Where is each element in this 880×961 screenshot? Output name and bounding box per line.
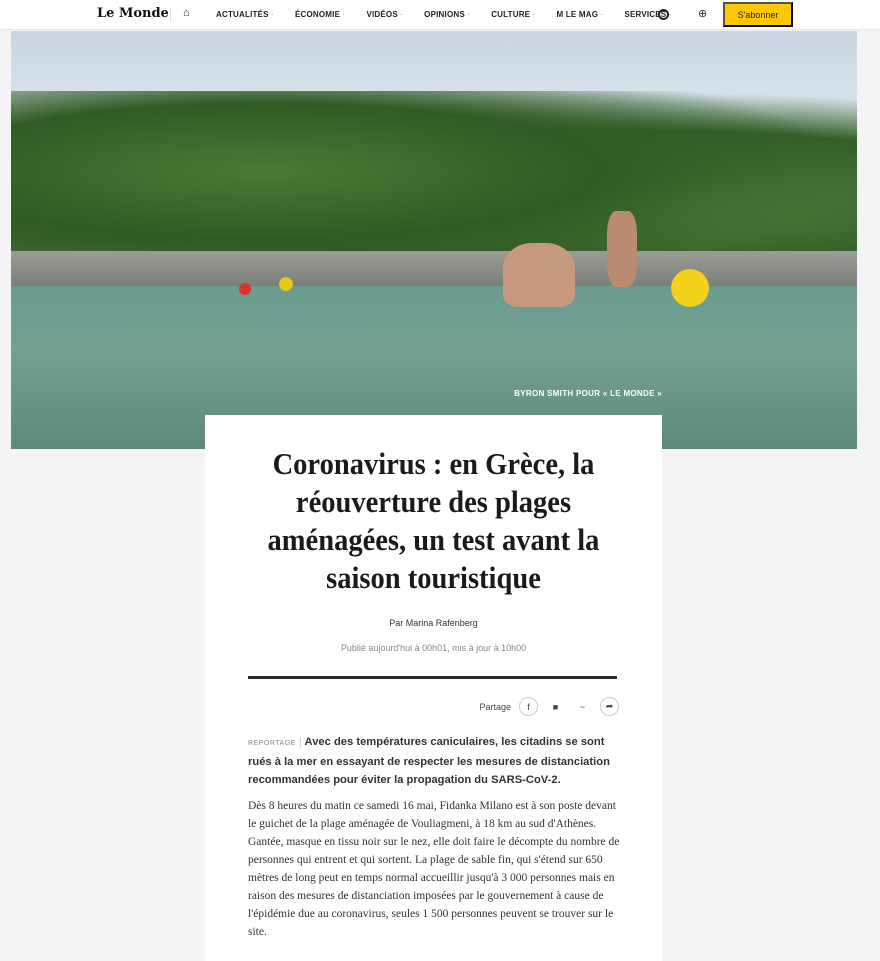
kicker: REPORTAGE	[248, 740, 296, 747]
share-label: Partage	[479, 701, 511, 712]
divider	[248, 676, 617, 679]
photo-pier	[11, 251, 857, 287]
home-icon[interactable]: ⌂	[183, 7, 190, 19]
divider	[170, 8, 171, 22]
share-bar	[479, 697, 619, 716]
lead-text: Avec des températures caniculaires, les citadins se sont rués à la mer en essayant de respecter les mesures de distanciation recommandées pour éviter la propagation du SARS-CoV-2.	[248, 736, 610, 786]
top-nav	[0, 0, 880, 30]
nav-services[interactable]: SERVICES ·	[624, 10, 671, 19]
article-paragraph: Dès 8 heures du matin ce samedi 16 mai, Fidanka Milano est à son poste devant le guichet de la plage aménagée de Vouliagmeni, à 18 km au sud d'Athènes. Gantée, masque en tissu noir sur le nez, elle doit faire le décompte du nombre de personnes qui entrent et qui sortent. La plage de sable fin, qui s'étend sur 650 mètres de long peut en temps normal accueillir jusqu'à 3 000 personnes mais en raison des mesures de distanciation imposées par le gouvernement à cause de l'épidémie due au coronavirus, seules 1 500 personnes peuvent se trouver sur le site.	[248, 800, 620, 938]
photo-credit: BYRON SMITH POUR « LE MONDE »	[514, 389, 662, 398]
twitter-icon[interactable]: ~	[579, 701, 586, 712]
photo-buoy	[279, 277, 293, 291]
photo-buoy	[671, 269, 709, 307]
nav-opinions[interactable]: OPINIONS ·	[424, 10, 470, 19]
messenger-icon[interactable]: ■	[552, 701, 559, 712]
photo-buoy	[239, 283, 251, 295]
article-body	[248, 733, 620, 941]
article-title: Coronavirus : en Grèce, la réouverture des plages aménagées, un test avant la saison touristique	[267, 446, 600, 595]
account-icon[interactable]: ⊕	[698, 8, 708, 20]
main-menu	[216, 10, 693, 19]
nav-economie[interactable]: ÉCONOMIE ·	[295, 10, 345, 19]
article-card	[205, 415, 662, 961]
hero-photo	[11, 31, 857, 449]
subscribe-button[interactable]: S'abonner	[723, 2, 793, 27]
publish-date: Publié aujourd'hui à 00h01, mis à jour à 10h00	[340, 643, 527, 653]
byline[interactable]: Par Marina Rafenberg	[389, 618, 478, 628]
kicker-separator: |	[298, 736, 302, 748]
article-lead	[248, 733, 620, 789]
nav-m-le-mag[interactable]: M LE MAG ·	[557, 10, 604, 19]
photo-swimmer	[503, 243, 575, 307]
nav-videos[interactable]: VIDÉOS ·	[366, 10, 403, 19]
nav-actualites[interactable]: ACTUALITÉS ·	[216, 10, 274, 19]
nav-culture[interactable]: CULTURE ·	[491, 10, 535, 19]
le-monde-logo[interactable]: Le Monde	[97, 6, 169, 21]
share-icon[interactable]: ➦	[600, 697, 619, 716]
photo-person	[607, 211, 637, 287]
search-icon[interactable]	[658, 9, 669, 20]
facebook-icon[interactable]: f	[519, 697, 538, 716]
